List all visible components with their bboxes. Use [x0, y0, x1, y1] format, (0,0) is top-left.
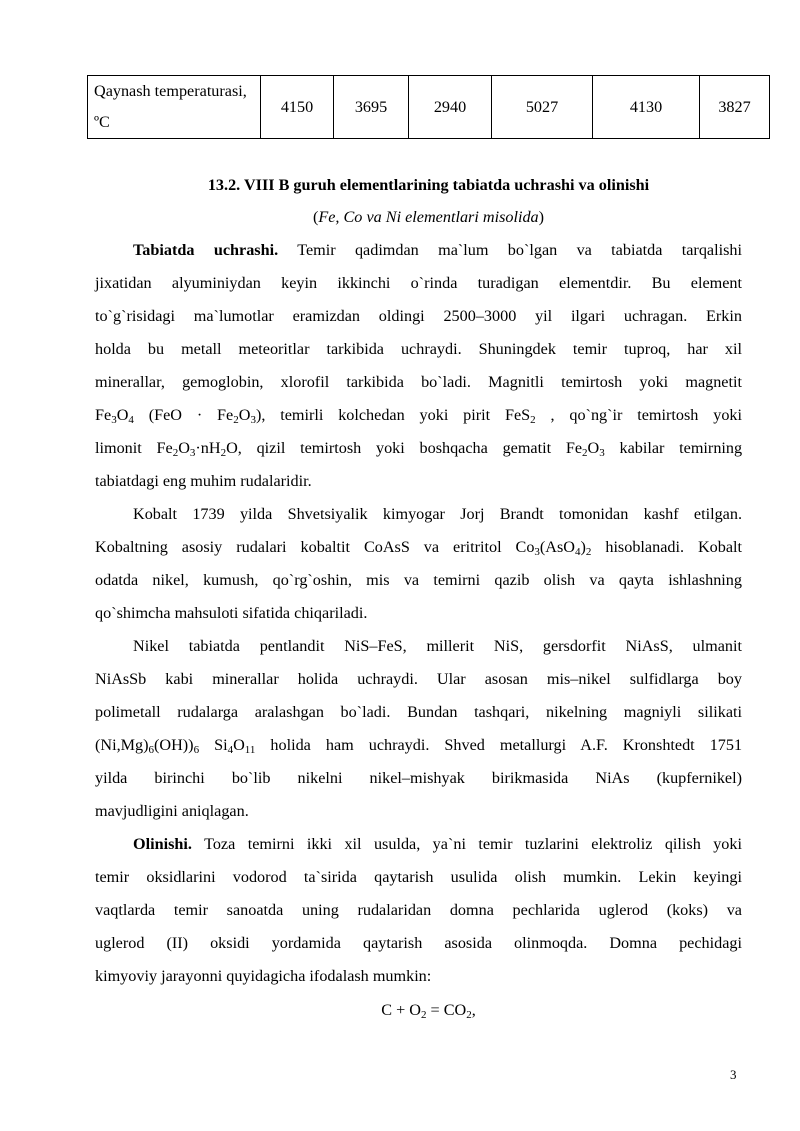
paragraph-line: to`g`risidagi ma`lumotlar eramizdan oldingi 2500–3000 yil ilgari uchragan. Erkin: [95, 307, 742, 325]
paragraph-line: [133, 240, 742, 260]
paragraph-line: NiAsSb kabi minerallar holida uchraydi. Ular asosan mis–nikel sulfidlarga boy: [95, 670, 742, 688]
paragraph-line: Kobaltning asosiy rudalari kobaltit CoAsS va eritritol $Co_3(AsO_4)_2$ hisoblanadi. Kobalt: [95, 538, 743, 558]
paragraph-line: qo`shimcha mahsuloti sifatida chiqariladi.: [95, 604, 368, 622]
table-row-label: Qaynash temperaturasi, ºC: [88, 76, 261, 139]
line-text: Toza temirni ikki xil usulda, ya`ni temir tuzlarini elektroliz qilish yoki: [204, 835, 742, 853]
properties-table: [87, 75, 770, 139]
paragraph-line: $Fe_3O_4$ $(FeO \cdot Fe_2O_3)$, temirli kolchedan yoki pirit FeS$_2$ , qo`ng`ir temirtosh yoki: [95, 406, 743, 426]
paragraph-line: polimetall rudalarga aralashgan bo`ladi. Bundan tashqari, nikelning magniyli silikati: [95, 703, 742, 721]
paragraph-title: Olinishi.: [133, 835, 192, 853]
paragraph-line: holda bu metall meteoritlar tarkibida uchraydi. Shuningdek temir tuproq, har xil: [95, 340, 742, 358]
table-cell: 2940: [409, 76, 492, 139]
line-text: Temir qadimdan ma`lum bo`lgan va tabiatda tarqalishi: [297, 241, 742, 259]
paragraph-line: limonit $Fe_2O_3\cdot nH_2O$, qizil temirtosh yoki boshqacha gematit $Fe_2O_3$ kabilar temirning: [95, 439, 743, 459]
table-cell: 4150: [261, 76, 334, 139]
paragraph-line: vaqtlarda temir sanoatda uning rudalaridan domna pechlarida uglerod (koks) va: [95, 901, 742, 919]
section-heading: 13.2. VIII B guruh elementlarining tabiatda uchrashi va olinishi: [207, 176, 650, 194]
paragraph-line: kimyoviy jarayonni quyidagicha ifodalash mumkin:: [95, 967, 432, 985]
section-subheading: (Fe, Co va Ni elementlari misolida): [312, 208, 545, 226]
paragraph-line: jixatidan alyuminiydan keyin ikkinchi o`rinda turadigan elementdir. Bu element: [95, 274, 742, 292]
paragraph-line: tabiatdagi eng muhim rudalaridir.: [95, 472, 312, 490]
paragraph-line: yilda birinchi bo`lib nikelni nikel–mishyak birikmasida NiAs (kupfernikel): [95, 769, 742, 787]
paragraph-line: Kobalt 1739 yilda Shvetsiyalik kimyogar Jorj Brandt tomonidan kashf etilgan.: [133, 505, 742, 523]
table-cell: 3695: [334, 76, 409, 139]
table-cell: 4130: [593, 76, 700, 139]
table-cell: 3827: [700, 76, 770, 139]
subheading-text: Fe, Co va Ni elementlari misolida: [318, 208, 539, 226]
table-cell: 5027: [492, 76, 593, 139]
paragraph-line: uglerod (II) oksidi yordamida qaytarish asosida olinmoqda. Domna pechidagi: [95, 934, 742, 952]
paragraph-line: minerallar, gemoglobin, xlorofil tarkibida bo`ladi. Magnitli temirtosh yoki magnetit: [95, 373, 742, 391]
paragraph-line: $(Ni,Mg)_6(OH))_6$ $Si_4O_{11}$ holida ham uchraydi. Shved metallurgi A.F. Kronshtedt 1751: [95, 736, 743, 756]
table-row: [88, 76, 770, 139]
paragraph-line: temir oksidlarini vodorod ta`sirida qaytarish usulida olish mumkin. Lekin keyingi: [95, 868, 742, 886]
paragraph-line: mavjudligini aniqlagan.: [95, 802, 249, 820]
paragraph-line: odatda nikel, kumush, qo`rg`oshin, mis va temirni qazib olish va qayta ishlashning: [95, 571, 742, 589]
paragraph-line: [133, 834, 742, 854]
paragraph-title: Tabiatda uchrashi.: [133, 241, 279, 259]
paragraph-line: Nikel tabiatda pentlandit NiS–FeS, millerit NiS, gersdorfit NiAsS, ulmanit: [133, 637, 742, 655]
page-number: 3: [730, 1067, 737, 1082]
equation: $C + O_2 = CO_2$,: [381, 1001, 476, 1021]
